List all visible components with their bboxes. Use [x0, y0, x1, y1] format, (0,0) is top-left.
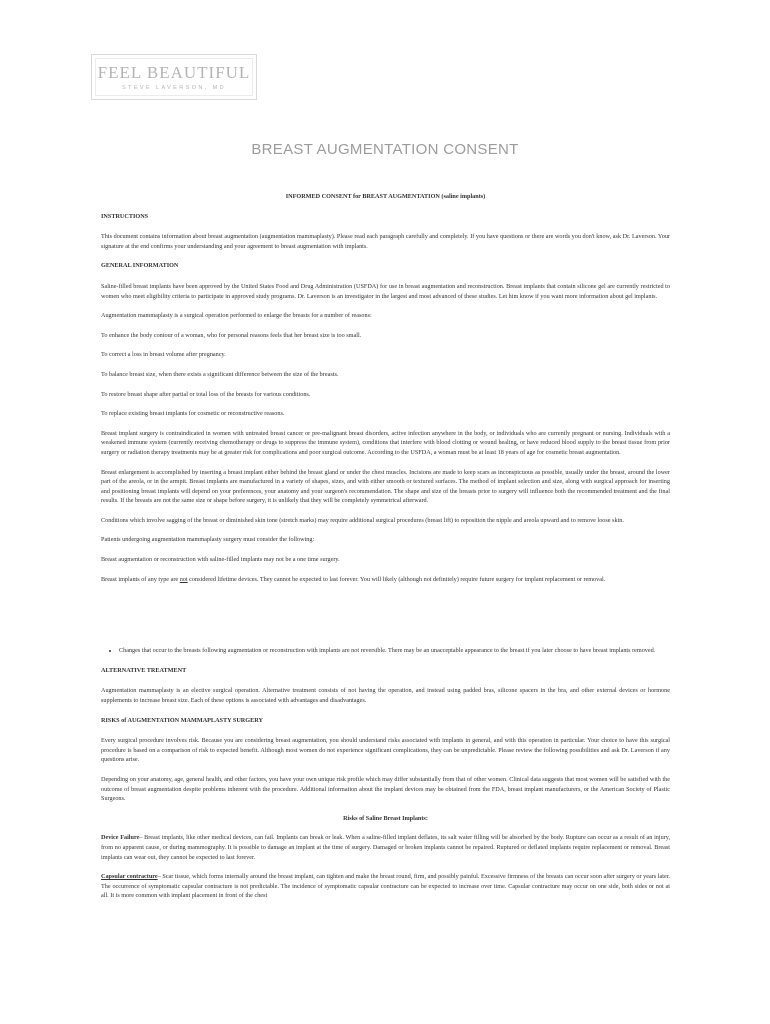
reason-item: To correct a loss in breast volume after pregnancy.: [101, 351, 226, 359]
capsular-contracture-text: – Scar tissue, which forms internally around the breast implant, can tighten and make the breast round, firm, and possibly painful. Excessive firmness of the breasts can occur soon after surgery or years later. The occurrence of symptomatic capsular contracture is not predictable. The incidence of symptomatic capsular contracture can be expected to increase over time. Capsular contracture may occur on one side, both sides or not at all. It is more common with implant placement in front of the chest: [101, 873, 670, 900]
general-paragraph-4: Breast enlargement is accomplished by inserting a breast implant either behind the breast gland or under the chest muscles. Incisions are made to keep scars as inconspicuous as possible, usually under the breast, around the lower part of the areola, or in the armpit. Breast implants are manufactured in a variety of shapes, sizes, and with either smooth or textured surfaces. The method of implant selection and size, along with surgical approach for inserting and positioning breast implants will depend on your preferences, your anatomy and your surgeon's recommendation. The shape and size of the breasts prior to surgery will influence both the recommended treatment and the final results. If the breasts are not the same size or shape before surgery, it is unlikely that they will be completely symmetrical afterward.: [101, 468, 670, 505]
clinic-logo: [91, 54, 257, 100]
p8-text-a: Breast implants of any type are: [101, 575, 180, 583]
general-paragraph-2: Augmentation mammaplasty is a surgical operation performed to enlarge the breasts for a number of reasons:: [101, 312, 372, 320]
p8-not: not: [179, 575, 188, 583]
risks-paragraph-1: Every surgical procedure involves risk. Because you are considering breast augmentation, you should understand risks associated with implants in general, and with this operation in particular. Your choice to have this surgical procedure is based on a comparison of risk to expected benefit. Although most women do not experience significant complications, they can be unpredictable. Please review the following possibilities and ask Dr. Laverson if any questions arise.: [101, 737, 670, 764]
general-paragraph-6: Patients undergoing augmentation mammaplasty surgery must consider the following:: [101, 536, 315, 544]
reason-item: To enhance the body contour of a woman, who for personal reasons feels that her breast size is too small.: [101, 331, 362, 339]
logo-title: FEEL BEAUTIFUL: [97, 62, 251, 82]
bullet-item: • Changes that occur to the breasts following augmentation or reconstruction with implants are not reversible. There may be an unacceptable appearance to the breast if you later choose to have breast implants removed.: [119, 646, 670, 656]
device-failure-text: – Breast implants, like other medical devices, can fail. Implants can break or leak. When a saline-filled implant deflates, its salt water filling will be absorbed by the body. Rupture can occur as a result of an injury, from no apparent cause, or during mammography. It is possible to damage an implant at the time of surgery. Damaged or broken implants cannot be repaired. Ruptured or deflated implants require replacement or removal. Breast implants can wear out, they cannot be expected to last forever.: [101, 834, 671, 861]
saline-risks-heading: Risks of Saline Breast Implants:: [343, 814, 428, 822]
document-body: [101, 192, 670, 911]
device-failure-label: Device Failure: [101, 834, 140, 842]
section-heading-alternative: ALTERNATIVE TREATMENT: [101, 666, 187, 674]
p8-text-b: considered lifetime devices. They cannot be expected to last forever. You will likely (although not definitely) require future surgery for implant replacement or removal.: [187, 575, 606, 583]
capsular-contracture-label: Capsular contracture: [101, 873, 158, 881]
section-heading-risks: RISKS of AUGMENTATION MAMMAPLASTY SURGERY: [101, 716, 263, 724]
general-paragraph-1: Saline-filled breast implants have been approved by the United States Food and Drug Administration (USFDA) for use in breast augmentation and reconstruction. Breast implants that contain silicone gel are currently restricted to women who meet eligibility criteria to participate in approved study programs. Dr. Laverson is an investigator in the largest and most advanced of these studies. Let him know if you want more information about gel implants.: [101, 282, 670, 300]
section-heading-general: GENERAL INFORMATION: [101, 262, 179, 270]
alternative-text: Augmentation mammaplasty is an elective surgical operation. Alternative treatment consists of not having the operation, and instead using padded bras, silicone spacers in the bra, and other external devices or hormone supplements to increase breast size. Each of these options is associated with advantages and disadvantages.: [101, 687, 670, 705]
bullet-list: [101, 646, 670, 656]
blank-gap: [101, 594, 670, 646]
risks-paragraph-2: Depending on your anatomy, age, general health, and other factors, you have your own unique risk profile which may differ substantially from that of other women. Clinical data suggests that most women will be satisfied with the outcome of breast augmentation despite problems inherent with the procedure. Additional information about the implant devices may be obtained from the FDA, breast implant manufacturers, or the American Society of Plastic Surgeons.: [101, 776, 670, 803]
instructions-text: This document contains information about breast augmentation (augmentation mammaplasty). Please read each paragraph carefully and completely. If you have questions or there are words you don't know, ask Dr. Laverson. Your signature at the end confirms your understanding and your agreement to breast augmentation with implants.: [101, 233, 670, 250]
capsular-contracture-paragraph: [101, 872, 670, 901]
consent-subtitle: INFORMED CONSENT for BREAST AUGMENTATION (saline implants): [285, 193, 486, 200]
reason-item: To balance breast size, when there exists a significant difference between the size of the breasts.: [101, 370, 339, 378]
device-failure-paragraph: [101, 833, 670, 862]
general-paragraph-5: Conditions which involve sagging of the breast or diminished skin tone (stretch marks) may require additional surgical procedures (breast lift) to reposition the nipple and areola upward and to remove loose skin.: [101, 516, 624, 524]
section-heading-instructions: INSTRUCTIONS: [101, 212, 149, 220]
general-paragraph-7: Breast augmentation or reconstruction with saline-filled implants may not be a one time surgery.: [101, 556, 340, 564]
general-paragraph-8: [101, 575, 670, 585]
logo-subtitle: STEVE LAVERSON, MD: [122, 84, 226, 91]
document-title: BREAST AUGMENTATION CONSENT: [251, 141, 519, 158]
reason-item: To restore breast shape after partial or total loss of the breasts for various conditions.: [101, 390, 311, 398]
general-paragraph-3: Breast implant surgery is contraindicated in women with untreated breast cancer or pre-malignant breast disorders, active infection anywhere in the body, or individuals who are currently pregnant or nursing. Individuals with a weakened immune system (currently receiving chemotherapy or drugs to suppress the immune system), conditions that interfere with blood clotting or wound healing, or have reduced blood supply to the breast tissue from prior surgery or radiation therapy treatments may be at greater risk for complications and poor surgical outcome. According to the USFDA, a woman must be at least 18 years of age for cosmetic breast augmentation.: [101, 429, 670, 456]
reason-item: To replace existing breast implants for cosmetic or reconstructive reasons.: [101, 410, 285, 418]
